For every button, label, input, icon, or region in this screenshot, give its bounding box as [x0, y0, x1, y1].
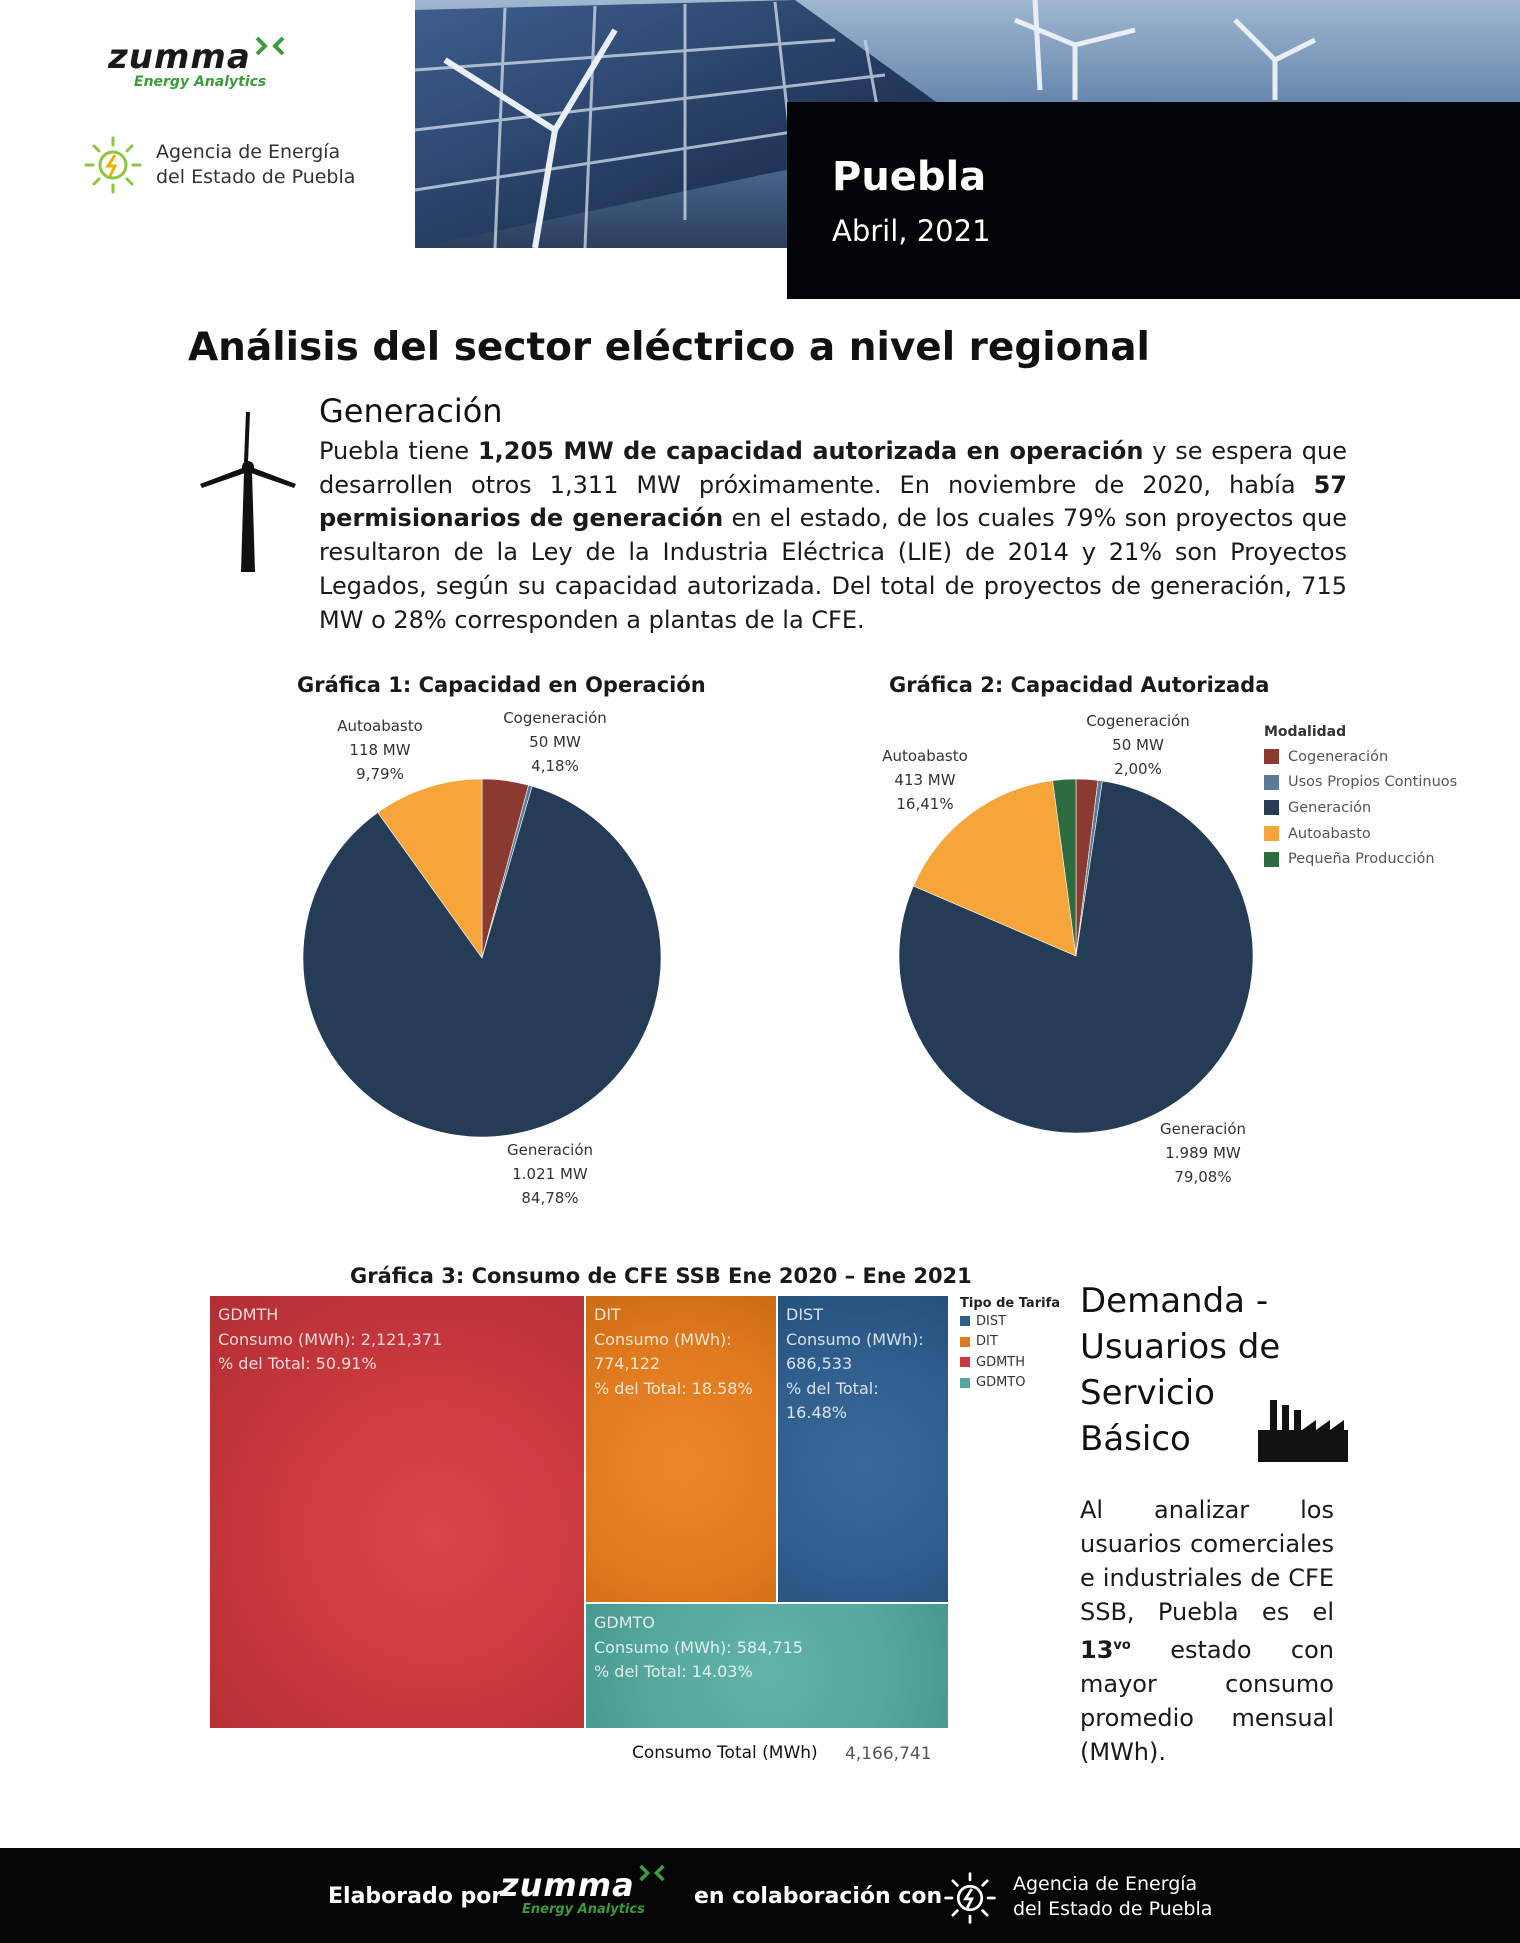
treemap-cell-name: DIT	[594, 1305, 621, 1324]
legend-label: Generación	[1288, 799, 1372, 816]
footer-made-by: Elaborado por	[328, 1884, 503, 1909]
agency-sun-icon	[82, 134, 144, 196]
report-date: Abril, 2021	[832, 214, 991, 248]
legend-title: Modalidad	[1264, 724, 1347, 740]
treemap-share-label: % del Total:	[594, 1662, 687, 1681]
treemap-cell-name: DIST	[786, 1305, 823, 1324]
generation-paragraph	[319, 435, 1347, 637]
chart2-pie	[898, 778, 1254, 1134]
demand-text-part: Al analizar los usuarios comerciales e industriales de CFE SSB, Puebla es el	[1080, 1496, 1334, 1626]
legend-label: Autoabasto	[1288, 825, 1371, 842]
chart1-label-generacion	[500, 1138, 600, 1210]
factory-icon	[1258, 1400, 1348, 1462]
legend-swatch	[960, 1337, 970, 1347]
demand-rank: 13	[1080, 1636, 1114, 1664]
state-name: Puebla	[832, 154, 987, 200]
legend-label: GDMTO	[976, 1375, 1026, 1391]
slice-label-name: Autoabasto	[337, 717, 423, 735]
treemap-cell-dit	[586, 1296, 776, 1602]
footer-agency-sun-icon	[942, 1870, 998, 1926]
wind-turbine-icon	[200, 412, 296, 572]
legend-swatch	[960, 1357, 970, 1367]
legend-title: Tipo de Tarifa	[960, 1296, 1060, 1311]
chart2-legend	[1264, 724, 1464, 872]
demand-text-part: estado con mayor consumo promedio mensual (MWh).	[1080, 1636, 1334, 1766]
zumma-logo	[108, 37, 318, 100]
treemap-cell-dist	[778, 1296, 948, 1602]
zumma-arrows-icon	[253, 34, 287, 58]
slice-label-name: Autoabasto	[882, 747, 968, 765]
legend-label: DIST	[976, 1313, 1007, 1329]
footer	[0, 1848, 1520, 1943]
chart2-title: Gráfica 2: Capacidad Autorizada	[889, 673, 1270, 697]
legend-label: DIT	[976, 1334, 998, 1350]
slice-label-percent: 84,78%	[521, 1189, 579, 1207]
chart2-label-autoabasto	[875, 744, 975, 816]
demand-heading: Demanda - Usuarios de Servicio Básico	[1080, 1281, 1281, 1459]
slice-label-value: 1.021 MW	[512, 1165, 588, 1183]
footer-zumma-word: zumma	[500, 1866, 635, 1904]
footer-agency-line1: Agencia de Energía	[1013, 1873, 1198, 1895]
treemap-consumo-label: Consumo (MWh):	[218, 1329, 356, 1349]
treemap-consumo-value: 686,533	[786, 1354, 853, 1373]
total-consumption-label: Consumo Total (MWh)	[632, 1743, 818, 1763]
footer-zumma-logo	[500, 1868, 680, 1917]
generation-text-part: y se espera que desarrollen otros 1,311 MW próximamente. En noviembre de 2020, había	[319, 437, 1348, 499]
legend-label: GDMTH	[976, 1354, 1026, 1370]
slice-label-percent: 4,18%	[531, 757, 579, 775]
treemap-consumo-value: 2,121,371	[360, 1329, 443, 1349]
footer-agency-line2: del Estado de Puebla	[1013, 1898, 1213, 1920]
legend-swatch	[1264, 826, 1279, 841]
legend-swatch	[1264, 800, 1279, 815]
generation-text-bold: 57 permisionarios de generación	[319, 470, 1347, 533]
chart3-title: Gráfica 3: Consumo de CFE SSB Ene 2020 – Ene 2021	[350, 1264, 972, 1288]
chart3-legend	[960, 1296, 1060, 1393]
treemap-share-value: 14.03%	[691, 1662, 753, 1681]
agency-name-line2: del Estado de Puebla	[156, 166, 356, 188]
treemap-consumo-label: Consumo (MWh):	[594, 1329, 732, 1349]
legend-item-dit	[960, 1332, 1060, 1353]
zumma-arrows-icon	[637, 1862, 667, 1884]
legend-label: Pequeña Producción	[1288, 851, 1435, 868]
slice-label-value: 50 MW	[1112, 736, 1164, 754]
chart1-pie	[302, 778, 662, 1138]
title-box	[787, 102, 1520, 299]
slice-label-value: 413 MW	[894, 771, 956, 789]
zumma-logo-tagline: Energy Analytics	[134, 74, 267, 90]
chart3-treemap	[210, 1296, 948, 1728]
footer-agency-name	[1013, 1872, 1212, 1922]
legend-label: Cogeneración	[1288, 748, 1389, 765]
legend-swatch	[960, 1378, 970, 1388]
legend-item-generacion	[1264, 795, 1464, 821]
generation-heading: Generación	[319, 392, 503, 430]
slice-label-percent: 9,79%	[356, 765, 404, 783]
treemap-share-value: 18.58%	[691, 1378, 753, 1398]
agency-logo	[82, 130, 382, 200]
demand-rank-suffix: vo	[1113, 1638, 1131, 1653]
legend-item-gdmth	[960, 1352, 1060, 1373]
legend-label: Usos Propios Continuos	[1288, 774, 1458, 791]
slice-label-percent: 2,00%	[1114, 760, 1162, 778]
treemap-cell-gdmth	[210, 1296, 584, 1728]
slice-label-name: Cogeneración	[1086, 712, 1190, 730]
treemap-consumo-label: Consumo (MWh):	[786, 1329, 924, 1349]
agency-name-line1: Agencia de Energía	[156, 141, 341, 163]
generation-text-bold: 1,205 MW de capacidad autorizada en operación	[477, 437, 1144, 465]
treemap-cell-name: GDMTH	[218, 1305, 279, 1324]
chart1-label-autoabasto	[330, 714, 430, 786]
treemap-share-label: % del Total:	[218, 1354, 311, 1373]
generation-text-part: Puebla tiene	[319, 437, 478, 465]
legend-swatch	[960, 1316, 970, 1326]
treemap-consumo-value: 584,715	[736, 1637, 803, 1657]
legend-item-pequena-produccion	[1264, 846, 1464, 872]
chart1-label-cogeneracion	[500, 706, 610, 778]
treemap-share-label: % del Total:	[786, 1378, 879, 1398]
demand-paragraph	[1080, 1493, 1334, 1769]
total-consumption-value: 4,166,741	[845, 1744, 932, 1764]
chart1-title: Gráfica 1: Capacidad en Operación	[297, 673, 706, 697]
treemap-cell-name: GDMTO	[594, 1613, 655, 1632]
treemap-cell-gdmto	[586, 1604, 948, 1728]
slice-label-name: Generación	[1159, 1120, 1247, 1138]
slice-label-value: 118 MW	[349, 741, 411, 759]
treemap-share-value: 16.48%	[786, 1403, 848, 1422]
zumma-logo-word: zumma	[108, 37, 251, 77]
generation-text-part: en el estado, de los cuales 79% son proyectos que resultaron de la Ley de la Industria Eléctrica (LIE) de 2014 y 21% son Proyectos Legados, según su capacidad autorizada. Del total de proyectos de generación, 715 MW o 28% corresponden a plantas de la CFE.	[319, 504, 1347, 634]
legend-item-gdmto	[960, 1373, 1060, 1394]
slice-label-name: Cogeneración	[503, 709, 607, 727]
slice-label-value: 1.989 MW	[1165, 1144, 1241, 1162]
legend-item-dist	[960, 1311, 1060, 1332]
treemap-consumo-label: Consumo (MWh):	[594, 1637, 732, 1657]
footer-zumma-tagline: Energy Analytics	[522, 1902, 645, 1917]
legend-item-cogeneracion	[1264, 744, 1464, 770]
slice-label-value: 50 MW	[529, 733, 581, 751]
chart2-label-generacion	[1153, 1117, 1253, 1189]
legend-swatch	[1264, 775, 1279, 790]
legend-swatch	[1264, 852, 1279, 867]
chart2-label-cogeneracion	[1083, 709, 1193, 781]
legend-item-usos-propios	[1264, 770, 1464, 796]
slice-label-percent: 16,41%	[896, 795, 954, 813]
slice-label-percent: 79,08%	[1174, 1168, 1232, 1186]
legend-swatch	[1264, 749, 1279, 764]
slice-label-name: Generación	[506, 1141, 594, 1159]
treemap-consumo-value: 774,122	[594, 1354, 661, 1373]
treemap-share-label: % del Total:	[594, 1378, 687, 1398]
main-heading: Análisis del sector eléctrico a nivel regional	[188, 325, 1150, 370]
footer-collab: en colaboración con	[694, 1884, 943, 1909]
legend-item-autoabasto	[1264, 821, 1464, 847]
treemap-share-value: 50.91%	[315, 1354, 377, 1373]
